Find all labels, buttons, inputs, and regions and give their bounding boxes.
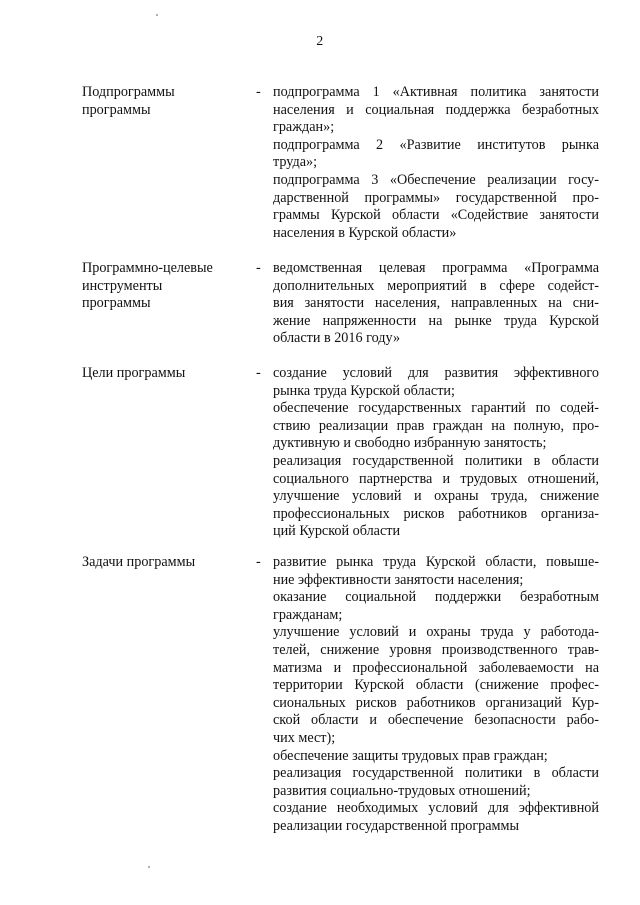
scan-speck	[148, 866, 150, 868]
dash-marker: -	[256, 260, 261, 276]
content-line: ведомственная целевая программа «Программа	[273, 260, 599, 276]
content-line: подпрограмма 2 «Развитие институтов рынка	[273, 136, 599, 153]
section-content	[273, 554, 599, 836]
content-line: реализация государственной политики в области	[273, 452, 599, 469]
content-line: гражданам;	[273, 606, 343, 623]
content-line: подпрограмма 1 «Активная политика занятости	[273, 84, 599, 100]
content-line: реализация государственной политики в области	[273, 765, 599, 782]
content-line: создание необходимых условий для эффективной	[273, 800, 599, 817]
content-line: граждан»;	[273, 119, 335, 136]
section-label	[82, 84, 252, 119]
content-line: обеспечение защиты трудовых прав граждан;	[273, 747, 548, 764]
page-number: 2	[316, 34, 324, 49]
content-line: рынка труда Курской области;	[273, 382, 455, 399]
content-line: создание условий для развития эффективного	[273, 365, 599, 381]
content-line: дуктивную и свободно избранную занятость;	[273, 435, 547, 452]
content-line: развития социально-трудовых отношений;	[273, 782, 531, 799]
section-label	[82, 365, 252, 383]
content-line: улучшение условий и охраны труда, снижение	[273, 488, 599, 505]
content-line: обеспечение государственных гарантий по содей-	[273, 400, 599, 417]
content-line: граммы Курской области «Содействие занятости	[273, 207, 599, 224]
content-line: дополнительных мероприятий в сфере содейст-	[273, 277, 599, 294]
section-label	[82, 260, 252, 313]
content-line: чих мест);	[273, 729, 336, 746]
label-line: программы	[82, 101, 151, 118]
label-line: Программно-целевые	[82, 260, 213, 276]
content-line: ской области и обеспечение безопасности рабо-	[273, 712, 599, 729]
content-line: жение напряженности на рынке труда Курской	[273, 312, 599, 329]
section-content	[273, 260, 599, 348]
dash-marker: -	[256, 554, 261, 570]
content-line: населения и социальная поддержка безработных	[273, 101, 599, 118]
content-line: населения в Курской области»	[273, 224, 457, 241]
label-line: инструменты	[82, 277, 163, 294]
label-line: Задачи программы	[82, 554, 196, 570]
section-label	[82, 554, 252, 572]
section-content	[273, 84, 599, 242]
scan-speck	[156, 14, 158, 16]
content-line: дарственной программы» государственной про-	[273, 189, 599, 206]
content-line: труда»;	[273, 154, 318, 171]
content-line: области в 2016 году»	[273, 330, 401, 347]
content-line: сиональных рисков работников организаций Кур-	[273, 694, 599, 711]
content-line: ствию реализации прав граждан на полную, про-	[273, 417, 599, 434]
section-content	[273, 365, 599, 541]
content-line: телей, снижение уровня производственного трав-	[273, 641, 599, 658]
content-line: улучшение условий и охраны труда у работода-	[273, 624, 599, 641]
label-line: Цели программы	[82, 365, 186, 381]
content-line: матизма и профессиональной заболеваемости на	[273, 659, 599, 676]
dash-marker: -	[256, 365, 261, 381]
content-line: развитие рынка труда Курской области, повыше-	[273, 554, 599, 570]
content-line: социального партнерства и трудовых отношений,	[273, 470, 599, 487]
dash-marker: -	[256, 84, 261, 100]
content-line: профессиональных рисков работников организа-	[273, 505, 599, 522]
label-line: программы	[82, 295, 151, 312]
content-line: оказание социальной поддержки безработным	[273, 589, 599, 606]
content-line: ций Курской области	[273, 523, 401, 540]
content-line: вия занятости населения, направленных на сни-	[273, 295, 599, 312]
content-line: реализации государственной программы	[273, 817, 520, 834]
content-line: территории Курской области (снижение профес-	[273, 677, 599, 694]
label-line: Подпрограммы	[82, 84, 175, 100]
content-line: ние эффективности занятости населения;	[273, 571, 524, 588]
content-line: подпрограмма 3 «Обеспечение реализации госу-	[273, 171, 599, 188]
